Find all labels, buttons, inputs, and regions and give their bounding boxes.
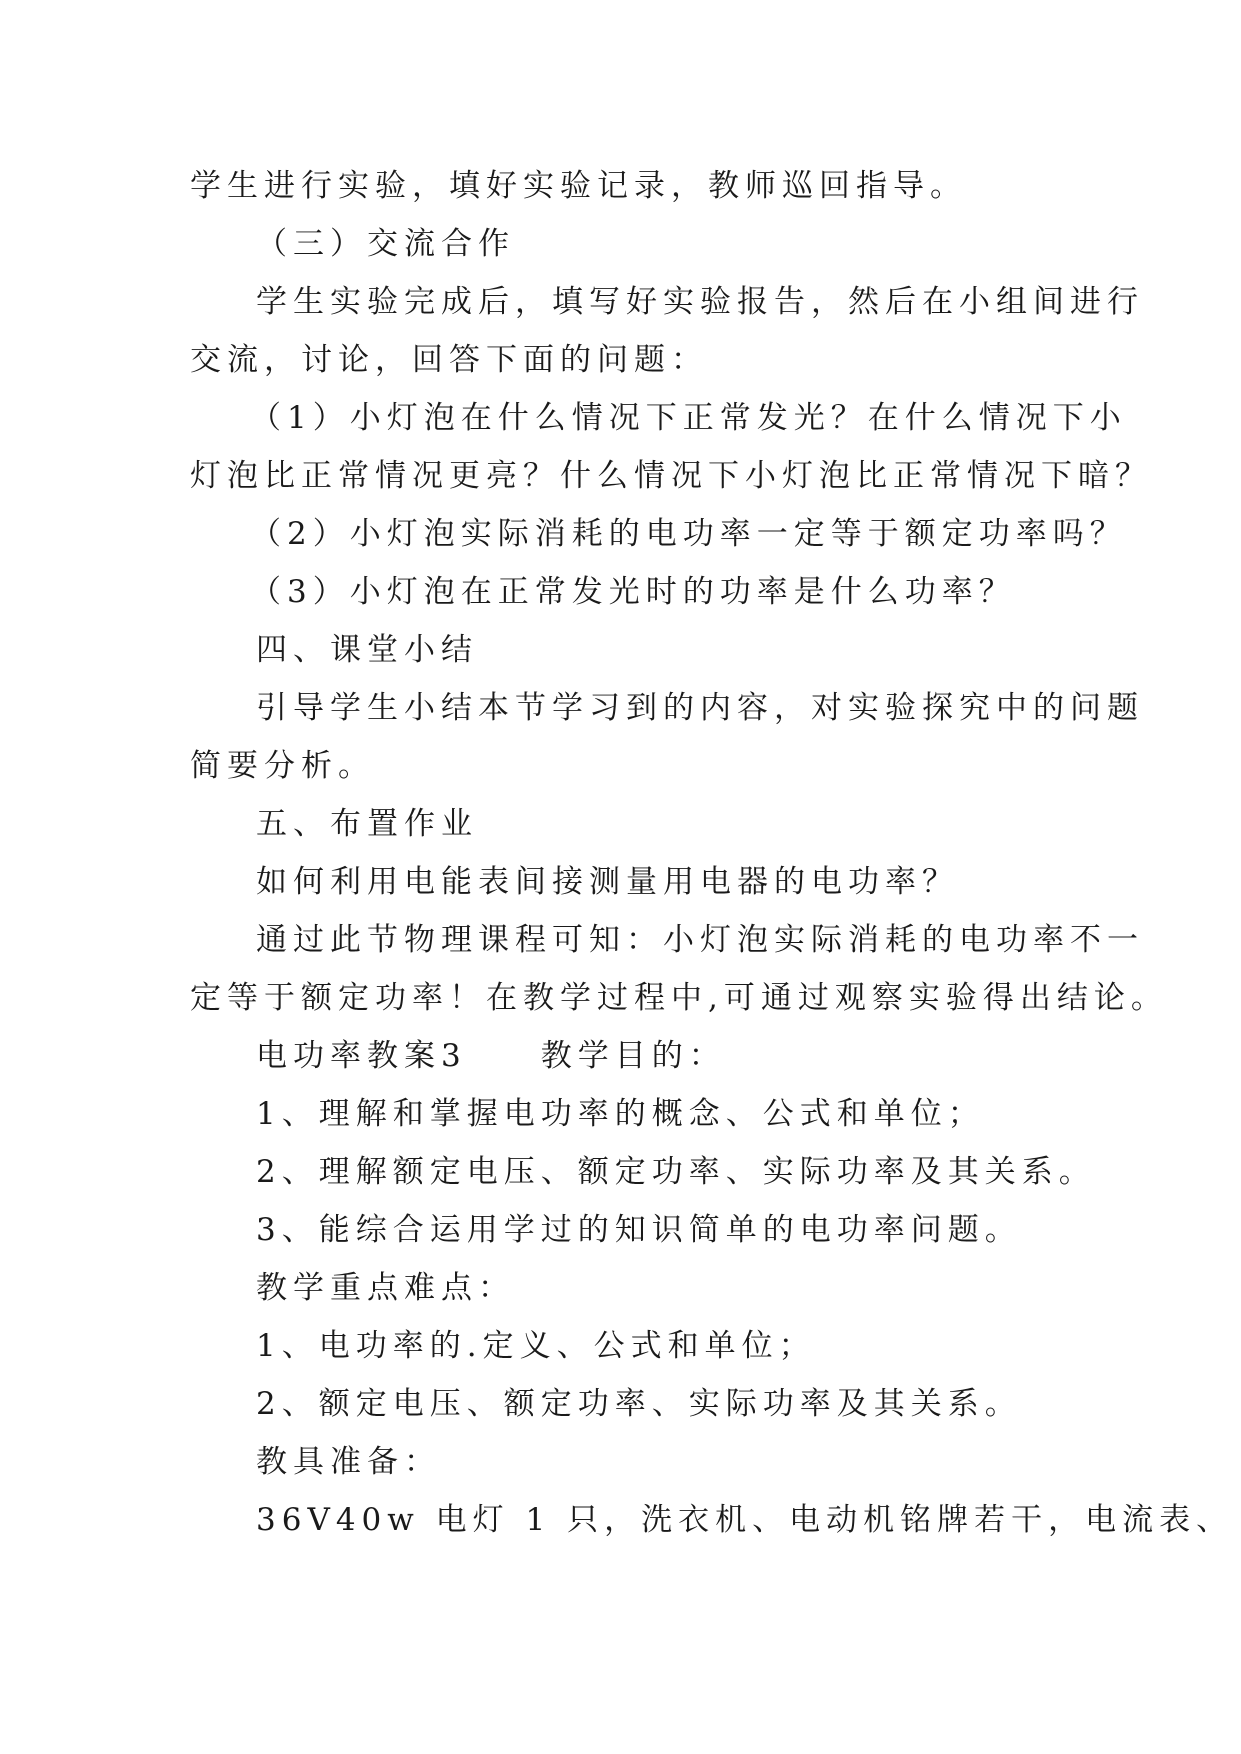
paragraph-line: 36V40w 电灯 1 只，洗衣机、电动机铭牌若干，电流表、 — [256, 1502, 1234, 1538]
paragraph-line: 交流，讨论，回答下面的问题： — [190, 342, 708, 378]
paragraph-line: 引导学生小结本节学习到的内容，对实验探究中的问题 — [256, 690, 1144, 726]
paragraph-line: 简要分析。 — [190, 748, 375, 784]
list-item: 2、理解额定电压、额定功率、实际功率及其关系。 — [256, 1154, 1096, 1190]
section-heading: 五、布置作业 — [256, 806, 478, 842]
section-heading: 电功率教案3 教学目的： — [256, 1038, 726, 1074]
list-item: 1、电功率的.定义、公式和单位； — [256, 1328, 816, 1364]
question-line: 灯泡比正常情况更亮？什么情况下小灯泡比正常情况下暗？ — [190, 458, 1152, 494]
section-heading: 四、课堂小结 — [256, 632, 478, 668]
paragraph-line: 学生进行实验，填好实验记录，教师巡回指导。 — [190, 168, 967, 204]
question-line: （1）小灯泡在什么情况下正常发光？在什么情况下小 — [250, 400, 1127, 436]
section-heading: 教学重点难点： — [256, 1270, 515, 1306]
question-line: （2）小灯泡实际消耗的电功率一定等于额定功率吗？ — [250, 516, 1127, 552]
section-heading: （三）交流合作 — [256, 226, 515, 262]
paragraph-line: 通过此节物理课程可知：小灯泡实际消耗的电功率不一 — [256, 922, 1144, 958]
question-line: （3）小灯泡在正常发光时的功率是什么功率？ — [250, 574, 1016, 610]
section-heading: 教具准备： — [256, 1444, 441, 1480]
list-item: 2、额定电压、额定功率、实际功率及其关系。 — [256, 1386, 1022, 1422]
paragraph-line: 学生实验完成后，填写好实验报告，然后在小组间进行 — [256, 284, 1144, 320]
paragraph-line: 如何利用电能表间接测量用电器的电功率？ — [256, 864, 959, 900]
list-item: 1、理解和掌握电功率的概念、公式和单位； — [256, 1096, 985, 1132]
paragraph-line: 定等于额定功率！在教学过程中,可通过观察实验得出结论。 — [190, 980, 1168, 1016]
list-item: 3、能综合运用学过的知识简单的电功率问题。 — [256, 1212, 1022, 1248]
